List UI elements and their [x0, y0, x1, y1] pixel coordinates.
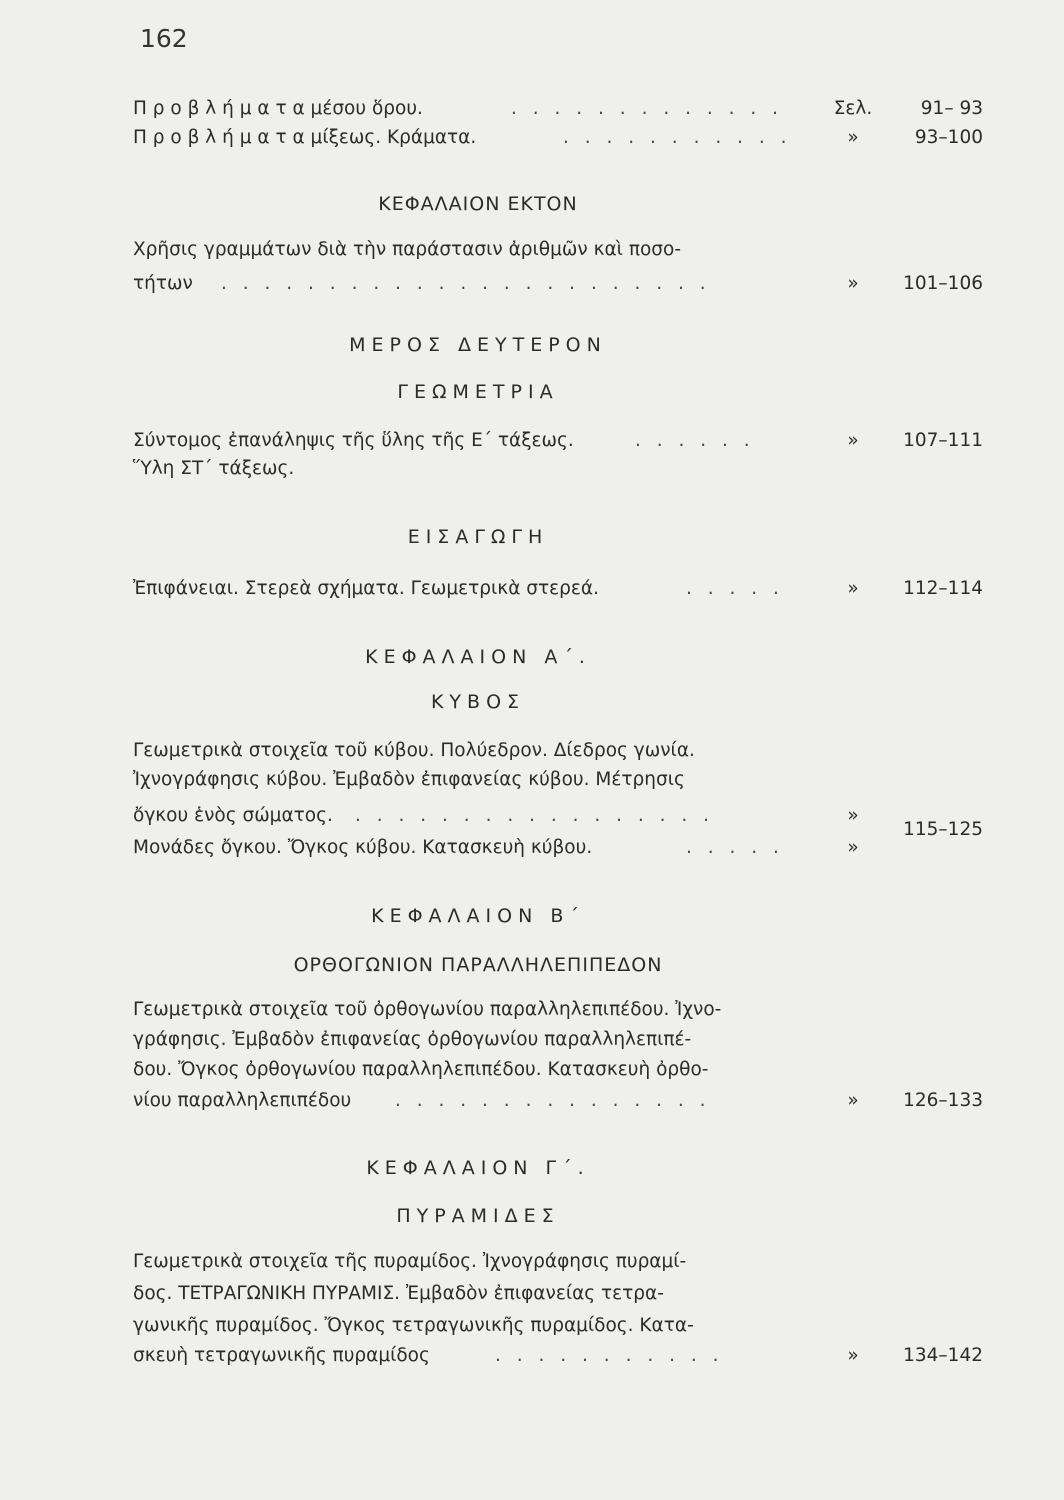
- heading-introduction: ΕΙΣΑΓΩΓΗ: [407, 526, 549, 548]
- toc-entry-cuboid-line2: [133, 1023, 983, 1057]
- entry-text: γωνικῆς πυραμίδος. Ὄγκος τετραγωνικῆς πυραμίδος. Κατα-: [133, 1315, 694, 1336]
- toc-entry-letters-line1: [133, 233, 983, 267]
- toc-entry-sixth-grade: [133, 452, 983, 486]
- entry-text: Γεωμετρικὰ στοιχεῖα τῆς πυραμίδος. Ἰχνογράφησις πυραμί-: [133, 1251, 687, 1272]
- page-marker: »: [847, 578, 859, 599]
- entry-text: δου. Ὄγκος ὀρθογωνίου παραλληλεπιπέδου. Κατασκευὴ ὀρθο-: [133, 1059, 709, 1080]
- toc-entry-cube-line3: [133, 799, 983, 833]
- leader-dots: . . . . . . . . . . . . .: [511, 98, 784, 119]
- toc-entry-surfaces: [133, 572, 983, 606]
- heading-geometry: ΓΕΩΜΕΤΡΙΑ: [397, 381, 559, 403]
- page-range: 91– 93: [920, 98, 983, 119]
- page-marker: »: [847, 1345, 859, 1366]
- page-number: 162: [140, 24, 188, 53]
- entry-text: Γεωμετρικὰ στοιχεῖα τοῦ ὀρθογωνίου παραλληλεπιπέδου. Ἰχνο-: [133, 999, 722, 1020]
- heading-pyramids: ΠΥΡΑΜΙΔΕΣ: [396, 1205, 560, 1227]
- entry-text: νίου παραλληλεπιπέδου: [133, 1090, 352, 1111]
- page-marker: »: [847, 1090, 859, 1111]
- toc-entry-cube-line4: [133, 831, 983, 865]
- page-marker: »: [847, 273, 859, 294]
- page-marker: »: [847, 837, 859, 858]
- page-range: 126–133: [903, 1090, 983, 1111]
- entry-text: Γεωμετρικὰ στοιχεῖα τοῦ κύβου. Πολύεδρον. Δίεδρος γωνία.: [133, 740, 695, 761]
- toc-entry-cuboid-line4: [133, 1084, 983, 1118]
- entry-text: Μονάδες ὄγκου. Ὄγκος κύβου. Κατασκευὴ κύβου.: [133, 837, 593, 858]
- entry-text: Σύντομος ἐπανάληψις τῆς ὕλης τῆς Ε΄ τάξεως.: [133, 430, 574, 451]
- page-range: 101–106: [903, 273, 983, 294]
- entry-text: Χρῆσις γραμμάτων διὰ τὴν παράστασιν ἀριθμῶν καὶ ποσο-: [133, 239, 681, 260]
- leader-dots: . . . . . .: [635, 430, 755, 451]
- toc-entry-pyramid-line2: [133, 1277, 983, 1311]
- entry-text: Ἐπιφάνειαι. Στερεὰ σχήματα. Γεωμετρικὰ στερεά.: [133, 578, 599, 599]
- leader-dots: . . . . . . . . . . . . . . .: [395, 1090, 711, 1111]
- toc-entry-pyramid-line3: [133, 1309, 983, 1343]
- leader-dots: . . . . . . . . . . . . . . . . . . . . . . .: [221, 273, 711, 294]
- heading-cuboid: ΟΡΘΟΓΩΝΙΟΝ ΠΑΡΑΛΛΗΛΕΠΙΠΕΔΟΝ: [293, 954, 663, 976]
- page-marker: Σελ.: [833, 98, 873, 119]
- entry-text: τήτων: [133, 273, 193, 294]
- entry-text: Ὕλη ΣΤ΄ τάξεως.: [133, 458, 295, 479]
- page-marker: »: [847, 127, 859, 148]
- entry-text: Π ρ ο β λ ή μ α τ α μίξεως. Κράματα.: [133, 127, 477, 148]
- page-range: 112–114: [903, 578, 983, 599]
- heading-chapter-a: ΚΕΦΑΛΑΙΟΝ Α΄.: [365, 646, 591, 668]
- leader-dots: . . . . . . . . . . . . . . . . .: [355, 805, 715, 826]
- leader-dots: . . . . .: [686, 837, 784, 858]
- heading-chapter-b: ΚΕΦΑΛΑΙΟΝ Β΄: [371, 905, 585, 927]
- page-marker: »: [847, 430, 859, 451]
- toc-entry-letters-line2: [133, 267, 983, 301]
- toc-entry-cuboid-line1: [133, 993, 983, 1027]
- page-range: 93–100: [914, 127, 983, 148]
- leader-dots: . . . . . . . . . . .: [495, 1345, 724, 1366]
- page-range: 107–111: [903, 430, 983, 451]
- page-marker: »: [847, 805, 859, 826]
- heading-cube: ΚΥΒΟΣ: [430, 691, 526, 713]
- entry-text: δος. ΤΕΤΡΑΓΩΝΙΚΗ ΠΥΡΑΜΙΣ. Ἐμβαδὸν ἐπιφανείας τετρα-: [133, 1283, 664, 1304]
- page-range-cube: 115–125: [903, 819, 983, 840]
- toc-entry-cube-line2: [133, 763, 983, 797]
- toc-entry-pyramid-line4: [133, 1339, 983, 1373]
- toc-entry-mixtures: [133, 121, 983, 155]
- heading-chapter-c: ΚΕΦΑΛΑΙΟΝ Γ΄.: [366, 1157, 590, 1179]
- entry-text: ὄγκου ἑνὸς σώματος.: [133, 805, 333, 826]
- heading-part-two: ΜΕΡΟΣ ΔΕΥΤΕΡΟΝ: [349, 334, 607, 356]
- leader-dots: . . . . . . . . . . .: [563, 127, 792, 148]
- leader-dots: . . . . .: [686, 578, 784, 599]
- toc-entry-pyramid-line1: [133, 1245, 983, 1279]
- entry-text: γράφησις. Ἐμβαδὸν ἐπιφανείας ὀρθογωνίου παραλληλεπιπέ-: [133, 1029, 692, 1050]
- toc-entry-cuboid-line3: [133, 1053, 983, 1087]
- entry-text: Π ρ ο β λ ή μ α τ α μέσου ὅρου.: [133, 98, 423, 119]
- entry-text: Ἰχνογράφησις κύβου. Ἐμβαδὸν ἐπιφανείας κύβου. Μέτρησις: [133, 769, 685, 790]
- heading-chapter-six: ΚΕΦΑΛΑΙΟΝ ΕΚΤΟΝ: [378, 193, 578, 215]
- entry-text: σκευὴ τετραγωνικῆς πυραμίδος: [133, 1345, 430, 1366]
- page-range: 134–142: [903, 1345, 983, 1366]
